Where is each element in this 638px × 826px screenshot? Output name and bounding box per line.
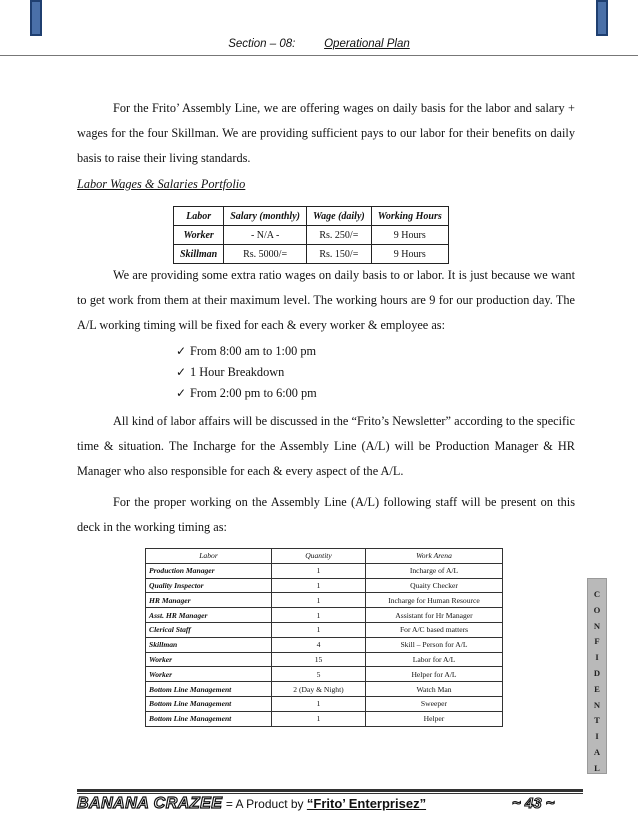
wages-header-hours: Working Hours	[371, 207, 448, 226]
section-title: Operational Plan	[324, 38, 410, 50]
table-cell: 9 Hours	[371, 226, 448, 245]
table-cell: Skillman	[174, 245, 224, 264]
table-row	[146, 637, 503, 652]
table-cell: 1	[272, 608, 366, 623]
intro-paragraph: For the Frito’ Assembly Line, we are offering wages on daily basis for the labor and salary + wages for the four Skillman. We are providing sufficient pays to our labor for their benefits on daily basis to raise their living standards.	[77, 101, 575, 165]
table-row	[146, 667, 503, 682]
confidential-letter: I	[595, 731, 599, 742]
table-cell: Worker	[174, 226, 224, 245]
corner-tab-right	[596, 0, 608, 36]
table-row	[146, 578, 503, 593]
table-cell: Assistant for Hr Manager	[366, 608, 503, 623]
table-cell: 5	[272, 667, 366, 682]
table-cell: Skill – Person for A/L	[366, 637, 503, 652]
table-cell: Sweeper	[366, 696, 503, 711]
table-cell: Rs. 150/=	[306, 245, 371, 264]
staff-header-work-arena: Work Arena	[366, 549, 503, 564]
table-cell: 1	[272, 696, 366, 711]
table-cell: 1	[272, 622, 366, 637]
list-item-text: 1 Hour Breakdown	[190, 365, 285, 379]
confidential-letter: F	[594, 636, 600, 647]
wages-header-wage: Wage (daily)	[306, 207, 371, 226]
confidential-letter: O	[593, 604, 601, 615]
header-divider	[0, 55, 638, 56]
table-cell: Labor for A/L	[366, 652, 503, 667]
table-row	[174, 226, 449, 245]
wages-header-salary: Salary (monthly)	[224, 207, 307, 226]
list-item-text: From 8:00 am to 1:00 pm	[190, 344, 317, 358]
list-item	[176, 362, 317, 383]
section-number: Section – 08:	[228, 38, 296, 50]
table-cell: 2 (Day & Night)	[272, 682, 366, 697]
corner-tab-left	[30, 0, 42, 36]
footer-tagline: = A Product by	[225, 797, 304, 811]
confidential-letter: E	[594, 683, 600, 694]
footer-divider	[77, 789, 583, 792]
table-cell: Watch Man	[366, 682, 503, 697]
company-name: “Frito’ Enterprisez”	[306, 796, 427, 811]
table-cell: Bottom Line Management	[146, 696, 272, 711]
table-cell: 1	[272, 578, 366, 593]
confidential-letter: N	[593, 620, 601, 631]
check-icon: ✓	[176, 365, 187, 379]
table-row	[146, 608, 503, 623]
table-row	[146, 682, 503, 697]
list-item-text: From 2:00 pm to 6:00 pm	[190, 386, 317, 400]
table-row	[146, 563, 503, 578]
wages-header-row	[174, 207, 449, 226]
timing-paragraph: We are providing some extra ratio wages on daily basis to or labor. It is just because we want to get work from them at their maximum level. The working hours are 9 for our production day. The A/L working timing will be fixed for each & every worker & employee as:	[77, 268, 575, 332]
staff-header-quantity: Quantity	[272, 549, 366, 564]
wages-header-labor: Labor	[174, 207, 224, 226]
table-cell: 9 Hours	[371, 245, 448, 264]
table-cell: Skillman	[146, 637, 272, 652]
confidential-letter: L	[594, 762, 600, 773]
table-row	[174, 245, 449, 264]
page-number: ~ 43 ~	[512, 795, 555, 812]
timing-list	[176, 341, 317, 404]
section-header	[0, 38, 638, 50]
table-cell: Rs. 250/=	[306, 226, 371, 245]
table-cell: Quaity Checker	[366, 578, 503, 593]
list-item	[176, 383, 317, 404]
table-cell: Clerical Staff	[146, 622, 272, 637]
table-row	[146, 622, 503, 637]
table-cell: 4	[272, 637, 366, 652]
table-cell: 1	[272, 593, 366, 608]
staff-paragraph: For the proper working on the Assembly Line (A/L) following staff will be present on this deck in the working timing as:	[77, 495, 575, 534]
confidential-letter: T	[594, 715, 600, 726]
staff-header-row	[146, 549, 503, 564]
table-cell: Incharge for Human Resource	[366, 593, 503, 608]
table-cell: Helper for A/L	[366, 667, 503, 682]
table-cell: For A/C based matters	[366, 622, 503, 637]
wages-table	[173, 206, 449, 264]
labor-affairs-paragraph: All kind of labor affairs will be discussed in the “Frito’s Newsletter” according to the specific time & situation. The Incharge for the Assembly Line (A/L) will be Production Manager & HR Manager who also responsible for each & every aspect of the A/L.	[77, 414, 575, 478]
list-item	[176, 341, 317, 362]
table-cell: Bottom Line Management	[146, 682, 272, 697]
table-cell: Production Manager	[146, 563, 272, 578]
brand-logo-text: BANANA CRAZEE	[77, 795, 223, 812]
staff-table	[145, 548, 503, 727]
table-row	[146, 593, 503, 608]
footer	[77, 795, 426, 813]
confidential-letter: I	[595, 652, 599, 663]
confidential-vertical-label	[589, 587, 605, 777]
table-row	[146, 652, 503, 667]
table-cell: Incharge of A/L	[366, 563, 503, 578]
check-icon: ✓	[176, 386, 187, 400]
confidential-letter: A	[593, 746, 601, 757]
table-cell: 1	[272, 563, 366, 578]
check-icon: ✓	[176, 344, 187, 358]
confidential-letter: D	[593, 667, 601, 678]
table-cell: Bottom Line Management	[146, 711, 272, 726]
staff-header-labor: Labor	[146, 549, 272, 564]
table-cell: Asst. HR Manager	[146, 608, 272, 623]
table-cell: HR Manager	[146, 593, 272, 608]
table-cell: Worker	[146, 667, 272, 682]
table-cell: - N/A -	[224, 226, 307, 245]
table-cell: Quality Inspector	[146, 578, 272, 593]
table-row	[146, 696, 503, 711]
confidential-letter: C	[593, 589, 601, 599]
table-cell: Helper	[366, 711, 503, 726]
table-cell: 15	[272, 652, 366, 667]
confidential-letter: N	[593, 699, 601, 710]
table-cell: 1	[272, 711, 366, 726]
table-cell: Worker	[146, 652, 272, 667]
footer-divider-thin	[77, 793, 583, 794]
table-cell: Rs. 5000/=	[224, 245, 307, 264]
table-row	[146, 711, 503, 726]
portfolio-heading: Labor Wages & Salaries Portfolio	[77, 177, 246, 191]
